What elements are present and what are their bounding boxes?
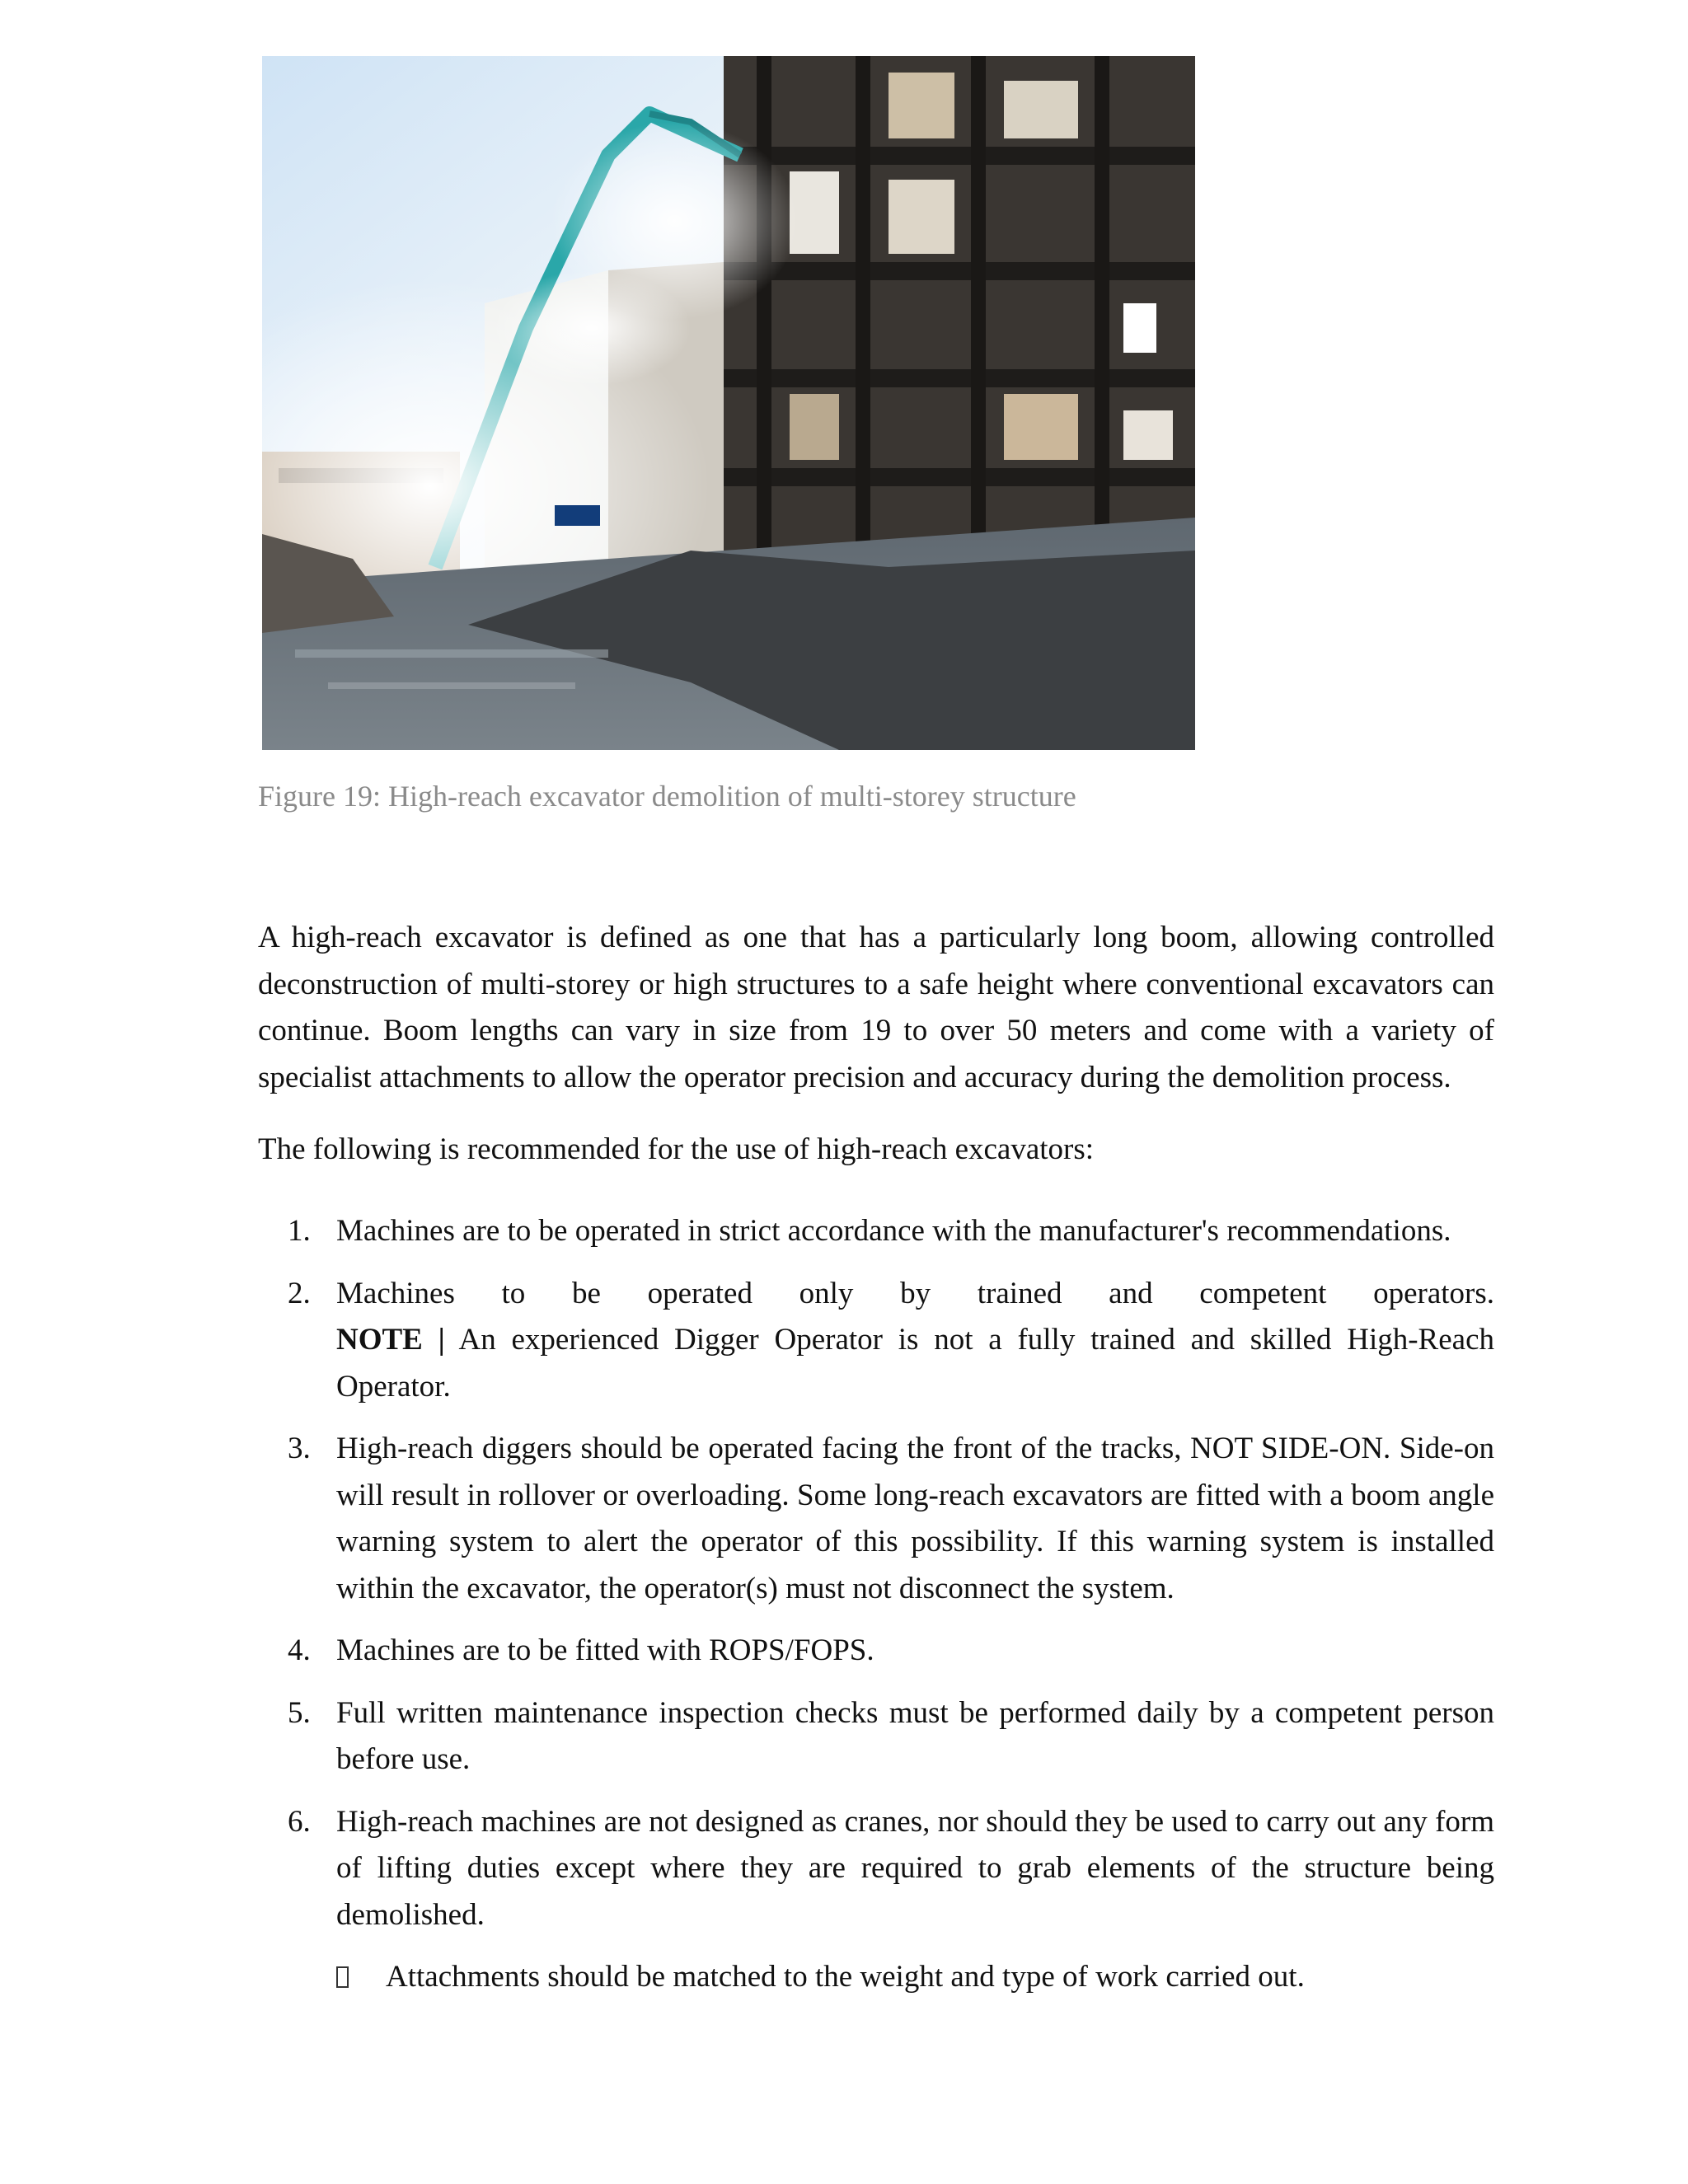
list-item-number: 1. bbox=[288, 1214, 311, 1248]
list-item-text: Machines to be operated only by trained and competent operators. bbox=[336, 1276, 1494, 1310]
list-item bbox=[258, 1690, 1494, 1783]
list-item-text: Machines are to be operated in strict accordance with the manufacturer's recommendations. bbox=[336, 1214, 1451, 1248]
figure-caption: Figure 19: High-reach excavator demolition of multi-storey structure bbox=[258, 780, 1076, 813]
recommendation-intro: The following is recommended for the use of high-reach excavators: bbox=[258, 1132, 1095, 1166]
list-item-text: High-reach diggers should be operated facing the front of the tracks, NOT SIDE-ON. Side-on will result in rollover or overloading. Some long-reach excavators are fitted with a boom angle warning system to alert the operator of this possibility. If this warning system is installed within the excavator, the operator(s) must not disconnect the system. bbox=[336, 1432, 1494, 1605]
list-item-number: 2. bbox=[288, 1276, 311, 1310]
list-item-text: Machines are to be fitted with ROPS/FOPS. bbox=[336, 1633, 874, 1667]
list-item bbox=[258, 1799, 1494, 1939]
note-label: NOTE | bbox=[336, 1323, 445, 1357]
note-block bbox=[336, 1317, 1494, 1410]
demolition-photo bbox=[262, 56, 1195, 750]
recommendation-list bbox=[258, 1208, 1494, 1954]
list-item-number: 5. bbox=[288, 1695, 311, 1730]
list-item-text-block bbox=[336, 1271, 1494, 1318]
note-text: An experienced Digger Operator is not a fully trained and skilled High-Reach Operator. bbox=[336, 1323, 1494, 1404]
list-item bbox=[258, 1628, 1494, 1675]
bullet-text: Attachments should be matched to the weight and type of work carried out. bbox=[386, 1960, 1305, 1994]
list-item bbox=[258, 1426, 1494, 1612]
list-item-text: Full written maintenance inspection checks must be performed daily by a competent person before use. bbox=[336, 1695, 1494, 1776]
bullet-box-icon bbox=[336, 1966, 349, 1988]
list-item bbox=[258, 1271, 1494, 1411]
list-item-number: 3. bbox=[288, 1432, 311, 1465]
intro-paragraph: A high-reach excavator is defined as one that has a particularly long boom, allowing controlled deconstruction of multi-storey or high structures to a safe height where conventional excavators can continue. Boom lengths can vary in size from 19 to over 50 meters and come with a variety of specialist attachments to allow the operator precision and accuracy during the demolition process. bbox=[258, 921, 1494, 1094]
demolition-photo-illustration bbox=[262, 56, 1195, 750]
list-item-number: 4. bbox=[288, 1633, 311, 1667]
list-item bbox=[258, 1208, 1494, 1255]
bullet-item bbox=[336, 1954, 1494, 2001]
list-item-number: 6. bbox=[288, 1804, 311, 1839]
list-item-text: High-reach machines are not designed as cranes, nor should they be used to carry out any form of lifting duties except where they are required to grab elements of the structure being demolished. bbox=[336, 1804, 1494, 1932]
